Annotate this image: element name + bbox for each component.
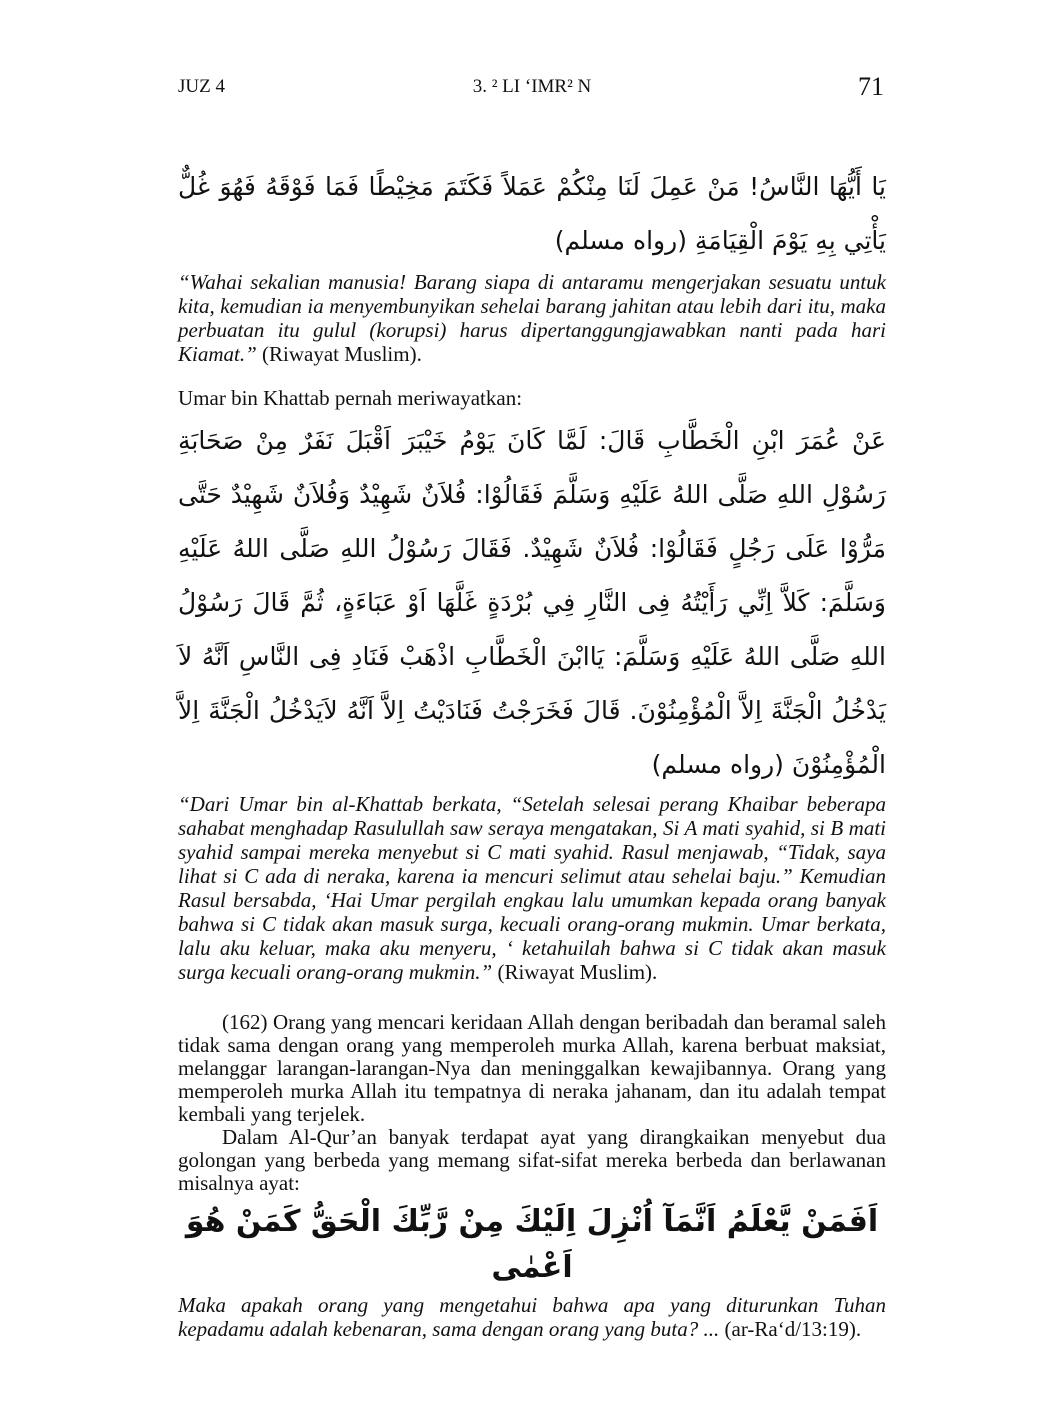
- page-header: [178, 74, 886, 104]
- hadith-2-source: (Riwayat Muslim).: [492, 960, 658, 984]
- hadith-2-intro: Umar bin Khattab pernah meriwayatkan:: [178, 386, 523, 410]
- page-number: 71: [858, 72, 884, 101]
- quran-verse-translation-text: Maka apakah orang yang mengetahui bahwa apa yang diturunkan Tuhan kepadamu adalah kebenaran, sama dengan orang yang buta? ...: [178, 1293, 886, 1341]
- commentary-paragraph-2: Dalam Al-Qur’an banyak terdapat ayat yang dirangkaikan menyebut dua golongan yang berbeda yang memang sifat-sifat mereka berbeda dan berlawanan misalnya ayat:: [178, 1125, 886, 1195]
- hadith-2-translation: [178, 792, 886, 984]
- hadith-1-arabic: يَا أَيُّهَا النَّاسُ! مَنْ عَمِلَ لَنَا مِنْكُمْ عَمَلاً فَكَتَمَ مَخِيْطًا فَمَا فَوْقَهُ فَهُوَ غُلٌّ يَأْتِي بِهِ يَوْمَ الْقِيَامَةِ (رواه مسلم): [178, 172, 886, 255]
- quran-verse-source: (ar-Ra‘d/13:19).: [719, 1317, 862, 1341]
- hadith-1-translation-text: “Wahai sekalian manusia! Barang siapa di antaramu mengerjakan sesuatu untuk kita, kemudian ia menyembunyikan sehelai barang jahitan atau lebih dari itu, maka perbuatan itu gulul (korupsi) harus dipertanggungjawabkan nanti pada hari Kiamat.”: [178, 270, 886, 366]
- hadith-1-translation: [178, 270, 886, 366]
- surah-title: 3. ² LI ‘IMR² N: [472, 76, 592, 97]
- page-content: [178, 160, 886, 1341]
- hadith-2-arabic: عَنْ عُمَرَ ابْنِ الْخَطَّابِ قَالَ: لَمَّا كَانَ يَوْمُ خَيْبَرَ اَقْبَلَ نَفَرٌ مِنْ صَحَابَةِ رَسُوْلِ اللهِ صَلَّى اللهُ عَلَيْهِ وَسَلَّمَ فَقَالُوْا: فُلاَنٌ شَهِيْدٌ وَفُلاَنٌ شَهِيْدٌ حَتَّى مَرُّوْا عَلَى رَجُلٍ فَقَالُوْا: فُلاَنٌ شَهِيْدٌ. فَقَالَ رَسُوْلُ اللهِ صَلَّى اللهُ عَلَيْهِ وَسَلَّمَ: كَلاَّ اِنِّي رَأَيْتُهُ فِى النَّارِ فِي بُرْدَةٍ غَلَّهَا اَوْ عَبَاءَةٍ، ثُمَّ قَالَ رَسُوْلُ اللهِ صَلَّى اللهُ عَلَيْهِ وَسَلَّمَ: يَاابْنَ الْخَطَّابِ اذْهَبْ فَنَادِ فِى النَّاسِ اَنَّهُ لاَ يَدْخُلُ الْجَنَّةَ اِلاَّ الْمُؤْمِنُوْنَ. قَالَ فَخَرَجْتُ فَنَادَيْتُ اِلاَّ اَنَّهُ لاَيَدْخُلُ الْجَنَّةَ اِلاَّ الْمُؤْمِنُوْنَ (رواه مسلم): [178, 426, 886, 779]
- quran-verse-arabic: اَفَمَنْ يَّعْلَمُ اَنَّمَآ اُنْزِلَ اِلَيْكَ مِنْ رَّبِّكَ الْحَقُّ كَمَنْ هُوَ اَعْمٰى: [185, 1204, 879, 1285]
- hadith-2-translation-text: “Dari Umar bin al-Khattab berkata, “Setelah selesai perang Khaibar beberapa sahabat menghadap Rasulullah saw seraya mengatakan, Si A mati syahid, si B mati syahid sampai mereka menyebut si C mati syahid. Rasul menjawab, “Tidak, saya lihat si C ada di neraka, karena ia mencuri selimut atau sehelai baju.” Kemudian Rasul bersabda, ‘Hai Umar pergilah engkau lalu umumkan kepada orang banyak bahwa si C tidak akan masuk surga, kecuali orang-orang mukmin. Umar berkata, lalu aku keluar, maka aku menyeru, ‘ ketahuilah bahwa si C tidak akan masuk surga kecuali orang-orang mukmin.”: [178, 792, 886, 984]
- quran-verse-translation: [178, 1293, 886, 1341]
- juz-label: JUZ 4: [178, 76, 225, 97]
- spacer: [178, 984, 886, 1011]
- commentary-paragraph-162: (162) Orang yang mencari keridaan Allah dengan beribadah dan beramal saleh tidak sama dengan orang yang memperoleh murka Allah, karena berbuat maksiat, melanggar larangan-larangan-Nya dan meninggalkan kewajibannya. Orang yang memperoleh murka Allah itu tempatnya di neraka jahanam, dan itu adalah tempat kembali yang terjelek.: [178, 1010, 886, 1126]
- hadith-1-source: (Riwayat Muslim).: [256, 342, 422, 366]
